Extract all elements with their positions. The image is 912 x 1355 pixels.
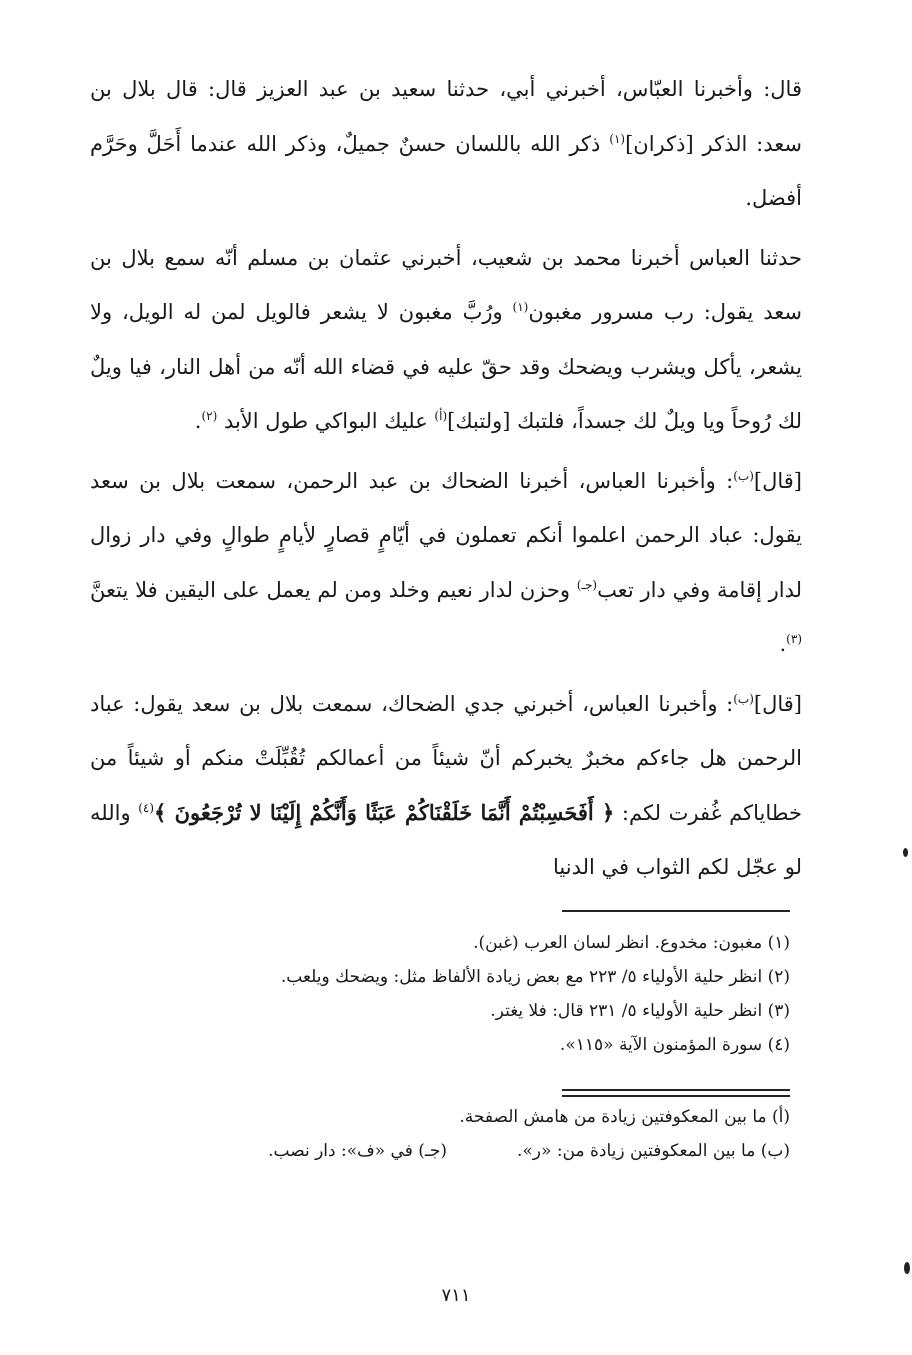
- variant-notes-line-2: [90, 1134, 790, 1168]
- footnote-reference: (أ): [434, 409, 448, 423]
- page-number: ٧١١: [441, 1285, 471, 1306]
- footnote-3: (٣) انظر حلية الأولياء ٥/ ٢٣١ قال: فلا يغتر.: [490, 1001, 790, 1021]
- text-run: عليك البواكي طول الأبد: [217, 409, 435, 433]
- footnote-4: (٤) سورة المؤمنون الآية «١١٥».: [559, 1035, 790, 1055]
- text-run: [قال]: [753, 691, 802, 716]
- variant-note-b: (ب) ما بين المعكوفتين زيادة من: «ر».: [517, 1141, 790, 1161]
- variant-note-a: (أ) ما بين المعكوفتين زيادة من هامش الصفحة.: [459, 1107, 790, 1127]
- variant-notes: [90, 1100, 790, 1168]
- text-run: قال: وأخبرنا العبّاس، أخبرني أبي، حدثنا سعيد بن عبد العزيز قال: قال بلال بن سعد: الذكر [ذكران]: [90, 77, 802, 156]
- footnote-1: (١) مغبون: مخدوع. انظر لسان العرب (غبن).: [473, 933, 790, 953]
- text-run: .: [779, 632, 787, 656]
- footnote-2: (٢) انظر حلية الأولياء ٥/ ٢٢٣ مع بعض زيادة الألفاظ مثل: ويضحك ويلعب.: [280, 967, 790, 987]
- variant-note-c: (جـ) في «ف»: دار نصب.: [268, 1141, 447, 1161]
- footnote-reference: (جـ): [576, 577, 598, 592]
- text-run: حدثنا العباس أخبرنا محمد بن شعيب، أخبرني عثمان بن مسلم أنّه سمع بلال بن سعد يقول: رب مسرور مغبون: [90, 245, 802, 324]
- paragraph-3: [90, 454, 802, 672]
- text-run: والله لو عجّل لكم الثواب في الدنيا: [90, 800, 802, 879]
- text-run: : وأخبرنا العباس، أخبرني جدي الضحاك، سمعت بلال بن سعد يقول: عباد الرحمن هل جاءكم مخبرٌ يخبركم أنّ شيئاً من أعمالكم تُقُبِّلَتْ منكم أو شيئاً من خطاياكم غُفرت لكم:: [90, 691, 802, 825]
- scan-speck: [903, 848, 908, 857]
- footnote-reference: (ب): [733, 691, 754, 706]
- text-run: وحزن لدار نعيم وخلد ومن لم يعمل على اليقين فلا يتعنَّ: [90, 577, 577, 602]
- footnote-reference: (٤): [138, 800, 155, 815]
- footnotes-numbered: [90, 926, 790, 1062]
- main-text: [90, 62, 802, 895]
- text-run: ذكر الله باللسان حسنٌ جميلٌ، وذكر الله عندما أَحَلَّ وحَرَّم أفضل.: [90, 131, 802, 210]
- paragraph-4: [90, 677, 802, 895]
- paragraph-2: [90, 231, 802, 449]
- text-run: .: [194, 409, 202, 433]
- text-run: ورُبَّ مغبون لا يشعر فالويل لمن له الويل، ولا يشعر، يأكل ويشرب ويضحك وقد حقّ عليه في قضاء الله أنّه من أهل النار، فيا ويلٌ لك رُوحاً ويا ويلٌ لك جسداً، فلتبك [ولتبك]: [90, 300, 802, 433]
- footnote-reference: (٣): [786, 632, 802, 646]
- footnote-reference: (١): [609, 131, 626, 146]
- text-run: [قال]: [753, 468, 802, 493]
- variant-notes-separator: [562, 1089, 790, 1097]
- quran-verse: ﴿ أَفَحَسِبْتُمْ أَنَّمَا خَلَقْنَاكُمْ عَبَثًا وَأَنَّكُمْ إِلَيْنَا لا تُرْجَعُونَ ﴾: [154, 799, 615, 825]
- footnote-reference: (١): [512, 300, 529, 314]
- footnote-reference: (ب): [733, 468, 754, 483]
- scan-speck: [904, 1262, 910, 1274]
- paragraph-1: [90, 62, 802, 226]
- footnote-separator: [562, 910, 790, 912]
- footnote-reference: (٢): [201, 409, 218, 423]
- text-run: : وأخبرنا العباس، أخبرنا الضحاك بن عبد الرحمن، سمعت بلال بن سعد يقول: عباد الرحمن اعلموا أنكم تعملون في أيّامٍ قصارٍ لأيامٍ طوالٍ وفي دار زوال لدار إقامة وفي دار تعب: [90, 468, 803, 602]
